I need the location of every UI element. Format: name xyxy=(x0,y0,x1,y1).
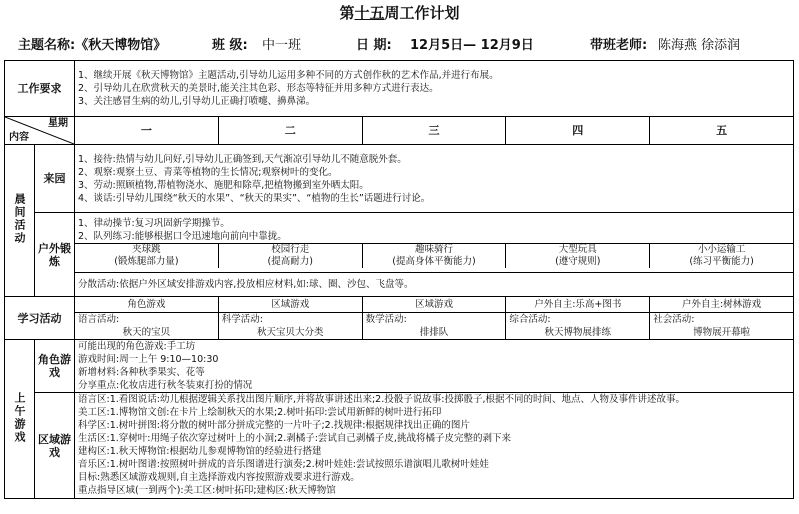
role-game-label: 角色游戏 xyxy=(35,340,75,393)
forenoon-game-label xyxy=(5,340,35,499)
content-label: 内容 xyxy=(9,132,29,143)
arrival-label: 来园 xyxy=(35,145,75,213)
study-activity-label: 学习活动 xyxy=(5,297,75,340)
game-goal: (提高身体平衡能力) xyxy=(392,256,476,267)
outdoor-label: 户外锻炼 xyxy=(35,213,75,297)
game-name: 校园行走 xyxy=(271,244,310,255)
study-games-row xyxy=(5,297,794,313)
arrival-content xyxy=(75,145,794,213)
work-requirements-content xyxy=(75,61,794,117)
work-requirements-row xyxy=(5,61,794,117)
class-value: 中一班 xyxy=(262,38,302,53)
role-game-row xyxy=(5,340,794,393)
study-activity xyxy=(75,313,219,340)
activity-type: 综合活动: xyxy=(509,314,551,325)
activity-type: 科学活动: xyxy=(221,314,263,325)
game-name: 大型玩具 xyxy=(558,244,597,255)
study-game: 户外自主:树林游戏 xyxy=(650,297,794,313)
title-prefix: 第 xyxy=(339,4,355,22)
game-goal: (提高耐力) xyxy=(267,256,313,267)
area-game-line: 语言区:1.看图说话:幼儿根据逻辑关系找出图片顺序,并将故事讲述出来;2.投骰子说故事:投掷骰子,根据不同的时间、地点、人物及事件讲述故事。 xyxy=(78,394,685,405)
weekday-row xyxy=(5,117,794,145)
role-game-line: 游戏时间:周一上午 9:10—10:30 xyxy=(78,354,219,365)
outdoor-games xyxy=(75,244,793,268)
area-game-content xyxy=(75,393,794,499)
day-header-mon: 一 xyxy=(75,117,219,145)
game-name: 趣味骑行 xyxy=(414,244,453,255)
area-game-line: 生活区:1.穿树叶:用绳子依次穿过树叶上的小洞;2.剥橘子:尝试自己剥橘子皮,挑战将橘子皮完整的剥下来 xyxy=(78,433,511,444)
day-header-fri: 五 xyxy=(650,117,794,145)
arrival-line: 4、谈话:引导幼儿围绕“秋天的水果”、“秋天的果实”、“植物的生长”话题进行讨论。 xyxy=(78,192,431,204)
date-value: 12月5日— 12月9日 xyxy=(410,38,534,53)
role-game-line: 分享重点:化妆店进行秋冬装束打扮的情况 xyxy=(78,380,253,391)
outdoor-row xyxy=(5,213,794,273)
activity-name: 博物展开幕啦 xyxy=(693,327,751,338)
week-content-corner xyxy=(5,117,75,145)
outdoor-game xyxy=(650,244,793,268)
area-game-line: 科学区:1.树叶拼图:将分散的树叶部分拼成完整的一片叶子;2.找规律:根据规律找出正确的图片 xyxy=(78,420,470,431)
role-game-line: 新增材料:各种秋季果实、花等 xyxy=(78,367,205,378)
study-activities-row xyxy=(5,313,794,340)
date-label: 日 期: xyxy=(356,38,392,53)
game-goal: (练习平衡能力) xyxy=(689,256,754,267)
work-requirement-line: 2、引导幼儿在欣赏秋天的美景时,能关注其色彩、形态等特征并用多种方式进行表达。 xyxy=(78,83,439,94)
activity-type: 数学活动: xyxy=(365,314,407,325)
teacher-label: 带班老师: xyxy=(590,38,648,53)
study-activity xyxy=(218,313,362,340)
outdoor-game xyxy=(75,244,219,268)
teacher-value: 陈海燕 徐添润 xyxy=(658,38,741,53)
area-game-row xyxy=(5,393,794,499)
outdoor-content xyxy=(75,213,794,273)
activity-name: 秋天博物展排练 xyxy=(544,327,612,338)
title-week-number: 十五 xyxy=(354,4,385,22)
arrival-line: 2、观察:观察土豆、青菜等植物的生长情况;观察树叶的变化。 xyxy=(78,166,338,178)
role-game-content xyxy=(75,340,794,393)
page-title xyxy=(0,2,799,23)
activity-name: 秋天宝贝大分类 xyxy=(256,327,324,338)
arrival-row xyxy=(5,145,794,213)
area-game-line: 重点指导区域(一到两个):美工区:树叶拓印;建构区:秋天博物馆 xyxy=(78,485,336,496)
study-activity xyxy=(362,313,506,340)
game-name: 小小运输工 xyxy=(697,244,746,255)
class-label: 班 级: xyxy=(212,38,248,53)
area-game-line: 音乐区:1.树叶图谱:按照树叶拼成的音乐图谱进行演奏;2.树叶娃娃:尝试按照乐谱演唱儿歌树叶娃娃 xyxy=(78,459,489,470)
outdoor-game xyxy=(219,244,363,268)
weekly-plan-table xyxy=(4,60,794,499)
activity-type: 社会活动: xyxy=(653,314,695,325)
forenoon-game-text: 上午游戏 xyxy=(13,391,26,444)
outdoor-game xyxy=(363,244,507,268)
game-name: 夹球跳 xyxy=(132,244,161,255)
study-activity xyxy=(650,313,794,340)
activity-type: 语言活动: xyxy=(78,314,120,325)
area-game-line: 目标:熟悉区域游戏规则,自主选择游戏内容按照游戏要求进行游戏。 xyxy=(78,472,360,483)
area-game-line: 建构区:1.秋天博物馆:根据幼儿参观博物馆的经验进行搭建 xyxy=(78,446,322,457)
study-game: 户外自主:乐高+图书 xyxy=(506,297,650,313)
outdoor-line: 2、队列练习:能够根据口令迅速地向前向中靠拢。 xyxy=(78,231,287,242)
study-activity xyxy=(506,313,650,340)
morning-activity-text: 晨间活动 xyxy=(13,193,26,245)
day-header-wed: 三 xyxy=(362,117,506,145)
game-goal: (锻炼腿部力量) xyxy=(114,256,179,267)
game-goal: (遵守规则) xyxy=(555,256,601,267)
morning-activity-label xyxy=(5,145,35,297)
arrival-line: 1、接待:热情与幼儿问好,引导幼儿正确签到,天气渐凉引导幼儿不随意脱外套。 xyxy=(78,153,407,165)
study-game: 区域游戏 xyxy=(218,297,362,313)
day-header-thu: 四 xyxy=(506,117,650,145)
work-requirements-label: 工作要求 xyxy=(5,61,75,117)
study-game: 角色游戏 xyxy=(75,297,219,313)
theme-name: 主题名称:《秋天博物馆》 xyxy=(18,38,167,53)
activity-name: 排排队 xyxy=(419,327,449,338)
work-requirement-line: 3、关注感冒生病的幼儿,引导幼儿正确打喷嚏、擤鼻涕。 xyxy=(78,96,316,107)
week-label: 星期 xyxy=(48,118,68,129)
title-suffix: 周工作计划 xyxy=(384,4,460,22)
day-header-tue: 二 xyxy=(218,117,362,145)
outdoor-game xyxy=(506,244,650,268)
area-game-line: 美工区:1.博物馆文创:在卡片上绘制秋天的水果;2.树叶拓印:尝试用新鲜的树叶进行拓印 xyxy=(78,407,442,418)
role-game-line: 可能出现的角色游戏:手工坊 xyxy=(78,341,196,352)
scatter-row xyxy=(5,273,794,297)
arrival-line: 3、劳动:照顾植物,帮植物浇水、施肥和除草,把植物搬到室外晒太阳。 xyxy=(78,179,369,191)
area-game-label: 区域游戏 xyxy=(35,393,75,499)
study-game: 区域游戏 xyxy=(362,297,506,313)
scatter-activity: 分散活动:依据户外区域安排游戏内容,投放相应材料,如:球、圈、沙包、飞盘等。 xyxy=(75,273,794,297)
work-requirement-line: 1、继续开展《秋天博物馆》主题活动,引导幼儿运用多种不同的方式创作秋的艺术作品,并进行布展。 xyxy=(78,70,499,81)
activity-name: 秋天的宝贝 xyxy=(122,327,171,338)
outdoor-line: 1、律动操节:复习巩固新学期操节。 xyxy=(78,218,230,229)
plan-header xyxy=(0,34,799,52)
